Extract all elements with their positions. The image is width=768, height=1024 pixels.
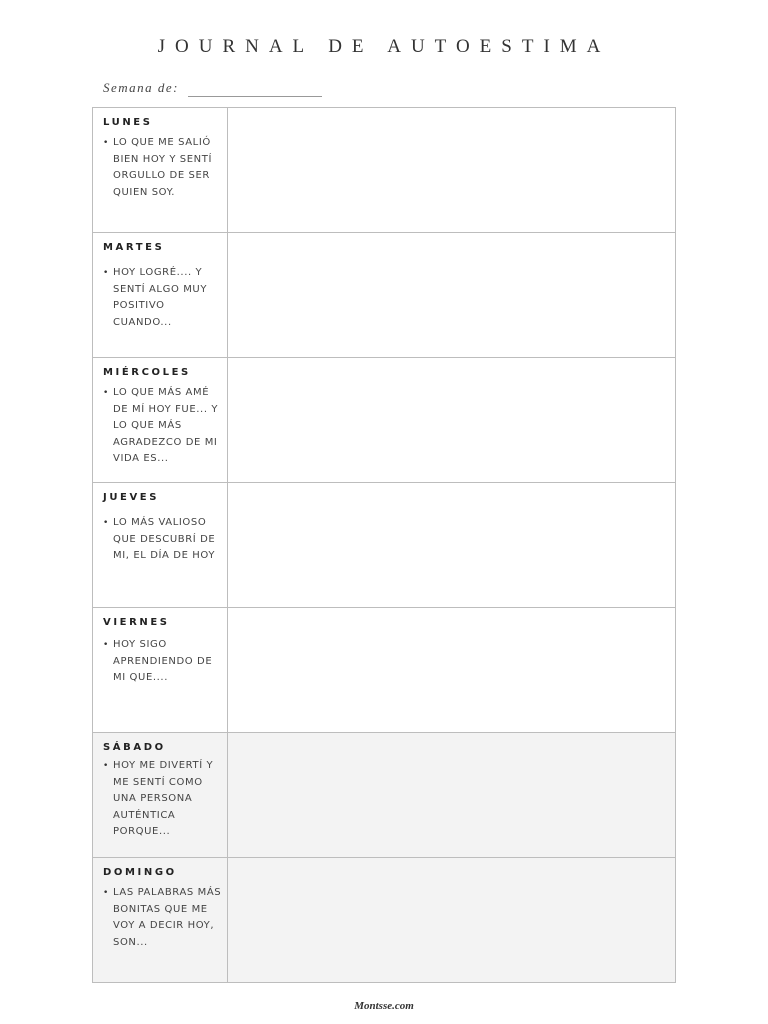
day-prompt-text: HOY LOGRÉ.... Y SENTÍ ALGO MUY POSITIVO CUANDO... (113, 267, 208, 328)
page-title: JOURNAL DE AUTOESTIMA (157, 36, 611, 57)
day-name: LUNES (103, 117, 153, 128)
day-prompt (103, 885, 223, 951)
day-name: MARTES (103, 242, 165, 253)
day-prompt-text: LO QUE ME SALIÓ BIEN HOY Y SENTÍ ORGULLO DE SER QUIEN SOY. (113, 137, 213, 198)
day-row-sabado (93, 733, 675, 858)
day-prompt (103, 515, 223, 565)
day-label-cell (93, 608, 228, 732)
writing-area-jueves[interactable] (228, 483, 675, 607)
week-input-line[interactable] (188, 96, 322, 97)
writing-area-miercoles[interactable] (228, 358, 675, 482)
bullet-icon: • (103, 761, 109, 771)
bullet-icon: • (103, 138, 109, 148)
writing-area-martes[interactable] (228, 233, 675, 357)
day-label-cell (93, 108, 228, 232)
day-label-cell (93, 858, 228, 982)
day-name: VIERNES (103, 617, 170, 628)
day-prompt (103, 135, 223, 201)
writing-area-sabado[interactable] (228, 733, 675, 857)
writing-area-domingo[interactable] (228, 858, 675, 982)
day-row-lunes (93, 108, 675, 233)
day-label-cell (93, 233, 228, 357)
writing-area-lunes[interactable] (228, 108, 675, 232)
day-row-domingo (93, 858, 675, 982)
day-prompt (103, 758, 223, 841)
week-label: Semana de: (103, 80, 180, 95)
day-row-martes (93, 233, 675, 358)
bullet-icon: • (103, 388, 109, 398)
writing-area-viernes[interactable] (228, 608, 675, 732)
bullet-icon: • (103, 518, 109, 528)
footer-brand: Montsse.com (354, 1000, 414, 1012)
day-prompt-text: HOY SIGO APRENDIENDO DE MI QUE.... (113, 639, 213, 683)
day-name: DOMINGO (103, 867, 177, 878)
day-prompt-text: LAS PALABRAS MÁS BONITAS QUE ME VOY A DECIR HOY, SON... (113, 887, 222, 948)
day-name: SÁBADO (103, 742, 166, 753)
day-name: JUEVES (103, 492, 160, 503)
day-prompt-text: LO QUE MÁS AMÉ DE MÍ HOY FUE... Y LO QUE MÁS AGRADEZCO DE MI VIDA ES... (113, 387, 219, 464)
day-row-miercoles (93, 358, 675, 483)
day-prompt (103, 637, 223, 687)
bullet-icon: • (103, 888, 109, 898)
bullet-icon: • (103, 268, 109, 278)
day-label-cell (93, 358, 228, 482)
day-prompt (103, 385, 223, 468)
day-prompt-text: HOY ME DIVERTÍ Y ME SENTÍ COMO UNA PERSONA AUTÉNTICA PORQUE... (113, 760, 214, 837)
day-prompt-text: LO MÁS VALIOSO QUE DESCUBRÍ DE MI, EL DÍA DE HOY (113, 517, 216, 561)
day-row-viernes (93, 608, 675, 733)
day-name: MIÉRCOLES (103, 367, 191, 378)
bullet-icon: • (103, 640, 109, 650)
day-label-cell (93, 483, 228, 607)
day-row-jueves (93, 483, 675, 608)
journal-grid (92, 107, 676, 983)
day-prompt (103, 265, 223, 331)
day-label-cell (93, 733, 228, 857)
